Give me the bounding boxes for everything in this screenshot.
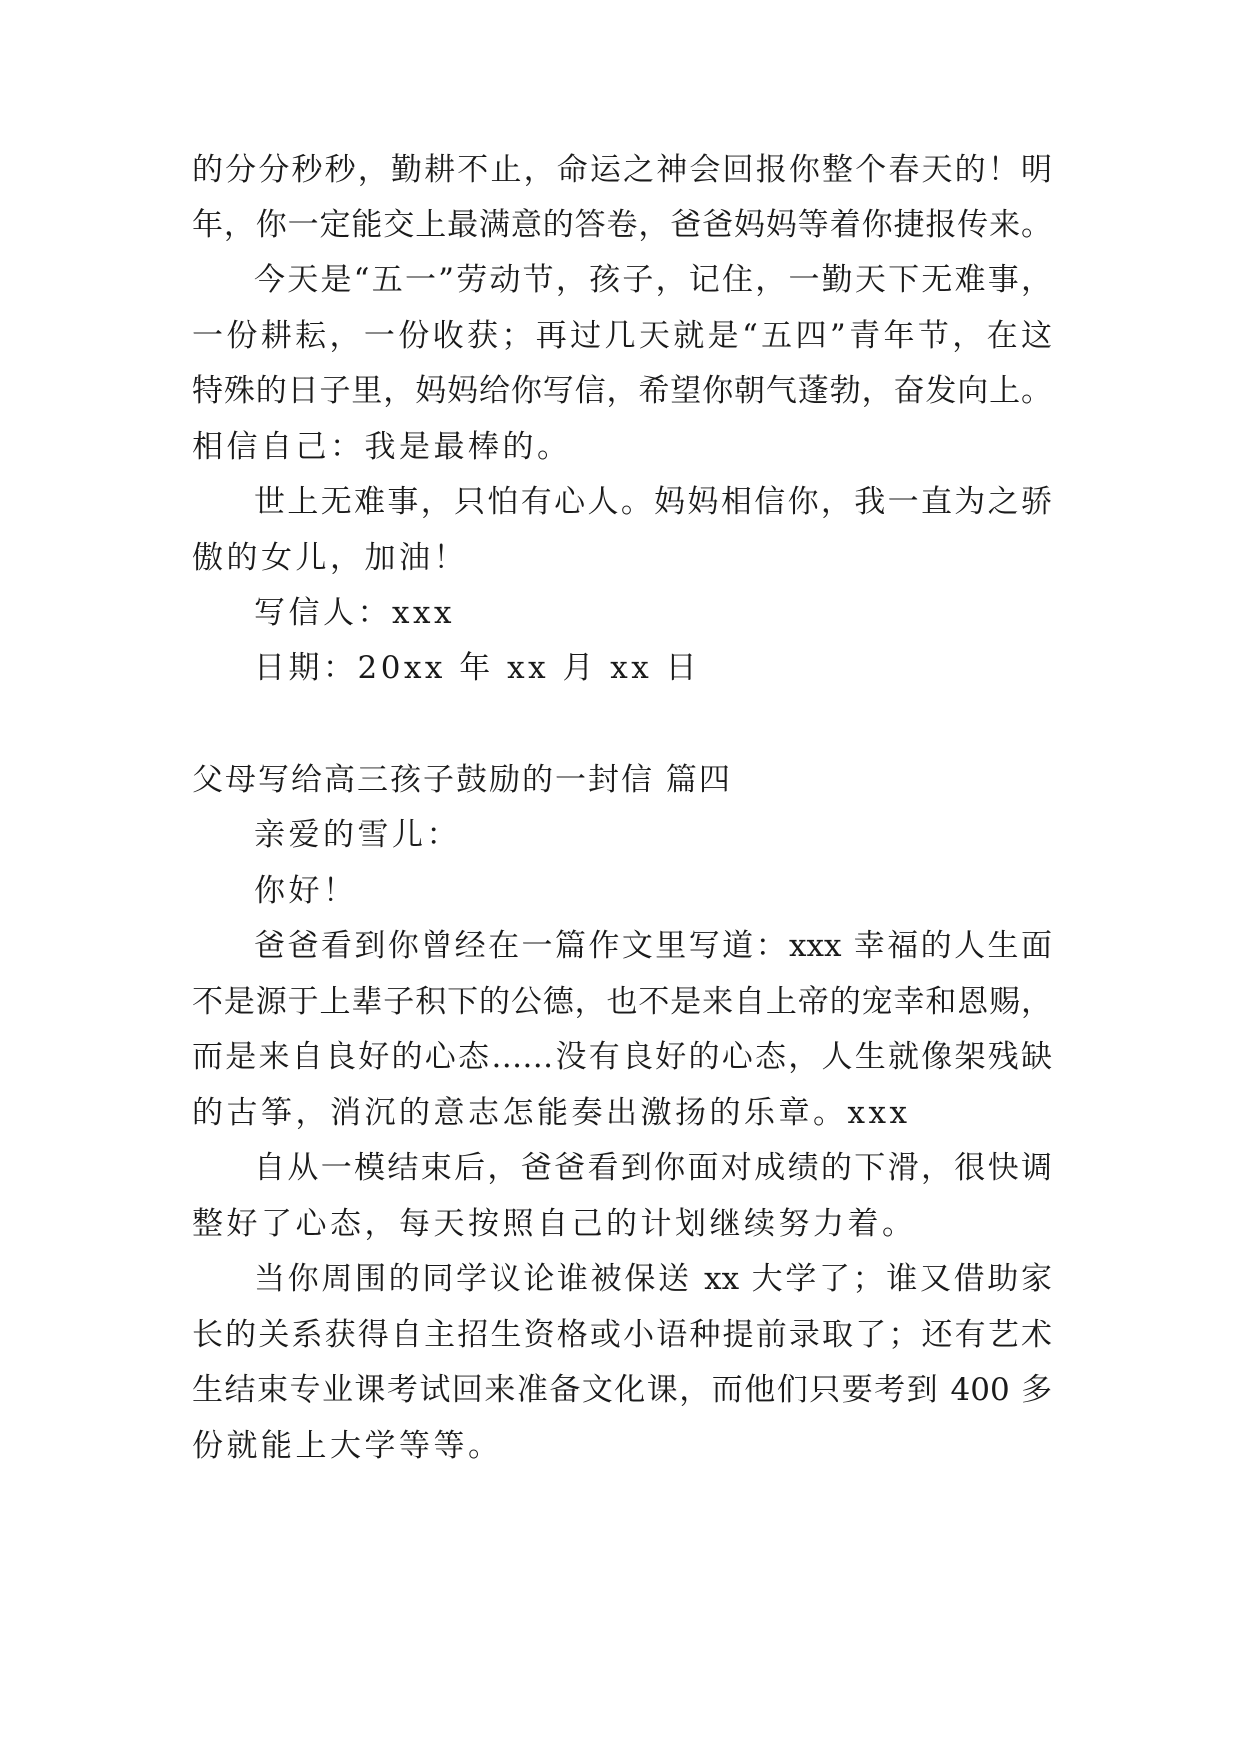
paragraph-line: 自从一模结束后，爸爸看到你面对成绩的下滑，很快调 [254, 1150, 1052, 1186]
salutation: 亲爱的雪儿： [254, 817, 461, 853]
paragraph-line: 一份耕耘，一份收获；再过几天就是“五四”青年节，在这 [192, 318, 1052, 354]
paragraph-line: 年，你一定能交上最满意的答卷，爸爸妈妈等着你捷报传来。 [192, 207, 1052, 243]
paragraph-line: 生结束专业课考试回来准备文化课，而他们只要考到 400 多 [192, 1372, 1052, 1408]
paragraph-line: 傲的女儿，加油！ [192, 540, 468, 576]
paragraph-line: 的古筝，消沉的意志怎能奏出激扬的乐章。xxx [192, 1095, 911, 1131]
paragraph-line: 而是来自良好的心态……没有良好的心态，人生就像架残缺 [192, 1039, 1052, 1075]
paragraph-line: 长的关系获得自主招生资格或小语种提前录取了；还有艺术 [192, 1317, 1052, 1353]
paragraph-line: 爸爸看到你曾经在一篇作文里写道：xxx 幸福的人生面 [254, 928, 1052, 964]
greeting: 你好！ [254, 873, 358, 909]
signature-line: 写信人：xxx [254, 595, 455, 631]
paragraph-line: 特殊的日子里，妈妈给你写信，希望你朝气蓬勃，奋发向上。 [192, 373, 1052, 409]
paragraph-line: 不是源于上辈子积下的公德，也不是来自上帝的宠幸和恩赐， [192, 984, 1052, 1020]
paragraph-line: 份就能上大学等等。 [192, 1428, 503, 1464]
section-heading: 父母写给高三孩子鼓励的一封信 篇四 [192, 762, 732, 798]
date-line: 日期：20xx 年 xx 月 xx 日 [254, 650, 701, 686]
paragraph-line: 当你周围的同学议论谁被保送 xx 大学了；谁又借助家 [254, 1261, 1052, 1297]
paragraph-line: 的分分秒秒，勤耕不止，命运之神会回报你整个春天的！明 [192, 152, 1052, 188]
paragraph-line: 世上无难事，只怕有心人。妈妈相信你，我一直为之骄 [254, 484, 1052, 520]
paragraph-line: 今天是“五一”劳动节，孩子，记住，一勤天下无难事， [254, 262, 1052, 298]
paragraph-line: 相信自己：我是最棒的。 [192, 429, 572, 465]
paragraph-line: 整好了心态，每天按照自己的计划继续努力着。 [192, 1206, 917, 1242]
